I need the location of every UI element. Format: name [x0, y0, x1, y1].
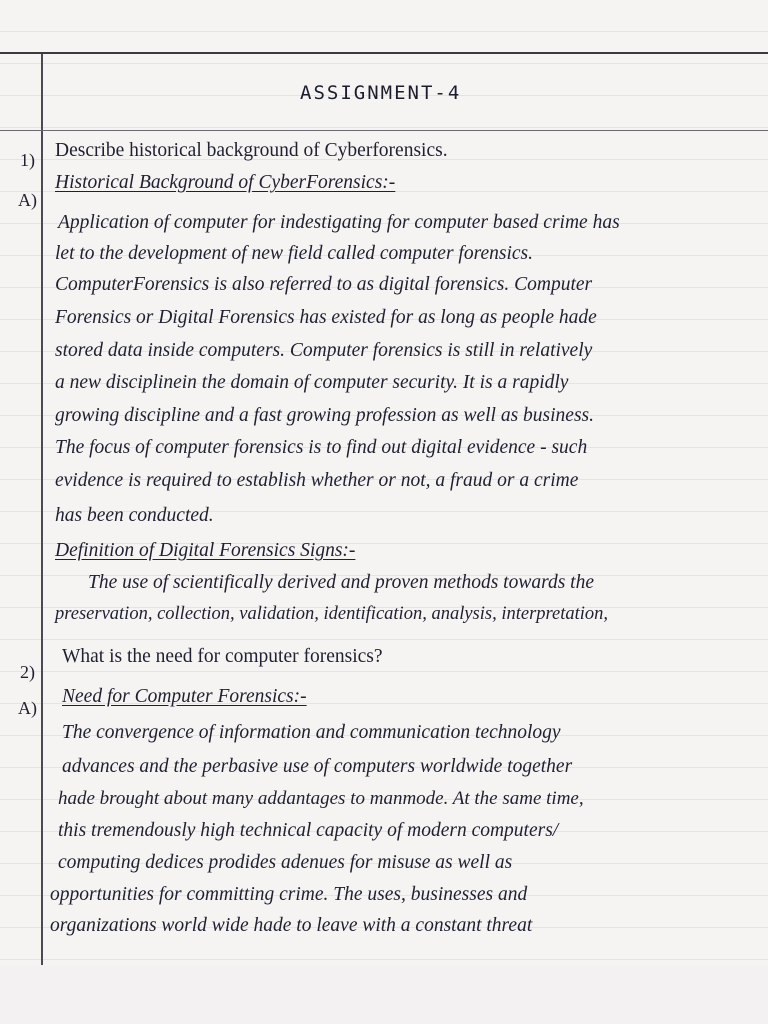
body-line: Application of computer for indestigating for computer based crime has	[58, 212, 620, 233]
heading-definition-digital-forensics: Definition of Digital Forensics Signs:-	[55, 540, 356, 561]
assignment-title: ASSIGNMENT-4	[300, 82, 462, 104]
body-line: this tremendously high technical capacity of modern computers/	[58, 820, 559, 841]
body-line: advances and the perbasive use of computers worldwide together	[62, 756, 573, 777]
title-rule-line	[0, 130, 768, 131]
body-line: a new disciplinein the domain of computer security. It is a rapidly	[55, 372, 569, 393]
heading-historical-background: Historical Background of CyberForensics:-	[55, 172, 396, 193]
question-1-marker: 1)	[20, 150, 35, 170]
body-line: computing dedices prodides adenues for misuse as well as	[58, 852, 513, 873]
body-line: evidence is required to establish whether or not, a fraud or a crime	[55, 470, 579, 491]
body-line: preservation, collection, validation, identification, analysis, interpretation,	[55, 604, 609, 624]
heading-need-computer-forensics: Need for Computer Forensics:-	[62, 686, 307, 707]
body-line: ComputerForensics is also referred to as digital forensics. Computer	[55, 274, 593, 295]
body-line: hade brought about many addantages to manmode. At the same time,	[58, 788, 584, 809]
body-line: The convergence of information and communication technology	[62, 722, 561, 743]
question-2-text: What is the need for computer forensics?	[62, 646, 383, 667]
body-line: growing discipline and a fast growing profession as well as business.	[55, 405, 594, 426]
page-bottom	[0, 965, 768, 1024]
question-1-text: Describe historical background of Cyberforensics.	[55, 140, 448, 161]
answer-1-marker: A)	[18, 190, 37, 210]
body-line: Forensics or Digital Forensics has existed for as long as people hade	[55, 307, 597, 328]
question-2-marker: 2)	[20, 662, 35, 682]
body-line: organizations world wide hade to leave with a constant threat	[50, 915, 533, 936]
body-line: The use of scientifically derived and proven methods towards the	[88, 572, 595, 593]
answer-2-marker: A)	[18, 698, 37, 718]
top-rule-line	[0, 52, 768, 54]
body-line: has been conducted.	[55, 505, 214, 526]
body-line: opportunities for committing crime. The uses, businesses and	[50, 884, 528, 905]
body-line: stored data inside computers. Computer forensics is still in relatively	[55, 340, 593, 361]
body-line: let to the development of new field called computer forensics.	[55, 243, 533, 264]
body-line: The focus of computer forensics is to find out digital evidence - such	[55, 437, 588, 458]
margin-line	[41, 54, 43, 974]
